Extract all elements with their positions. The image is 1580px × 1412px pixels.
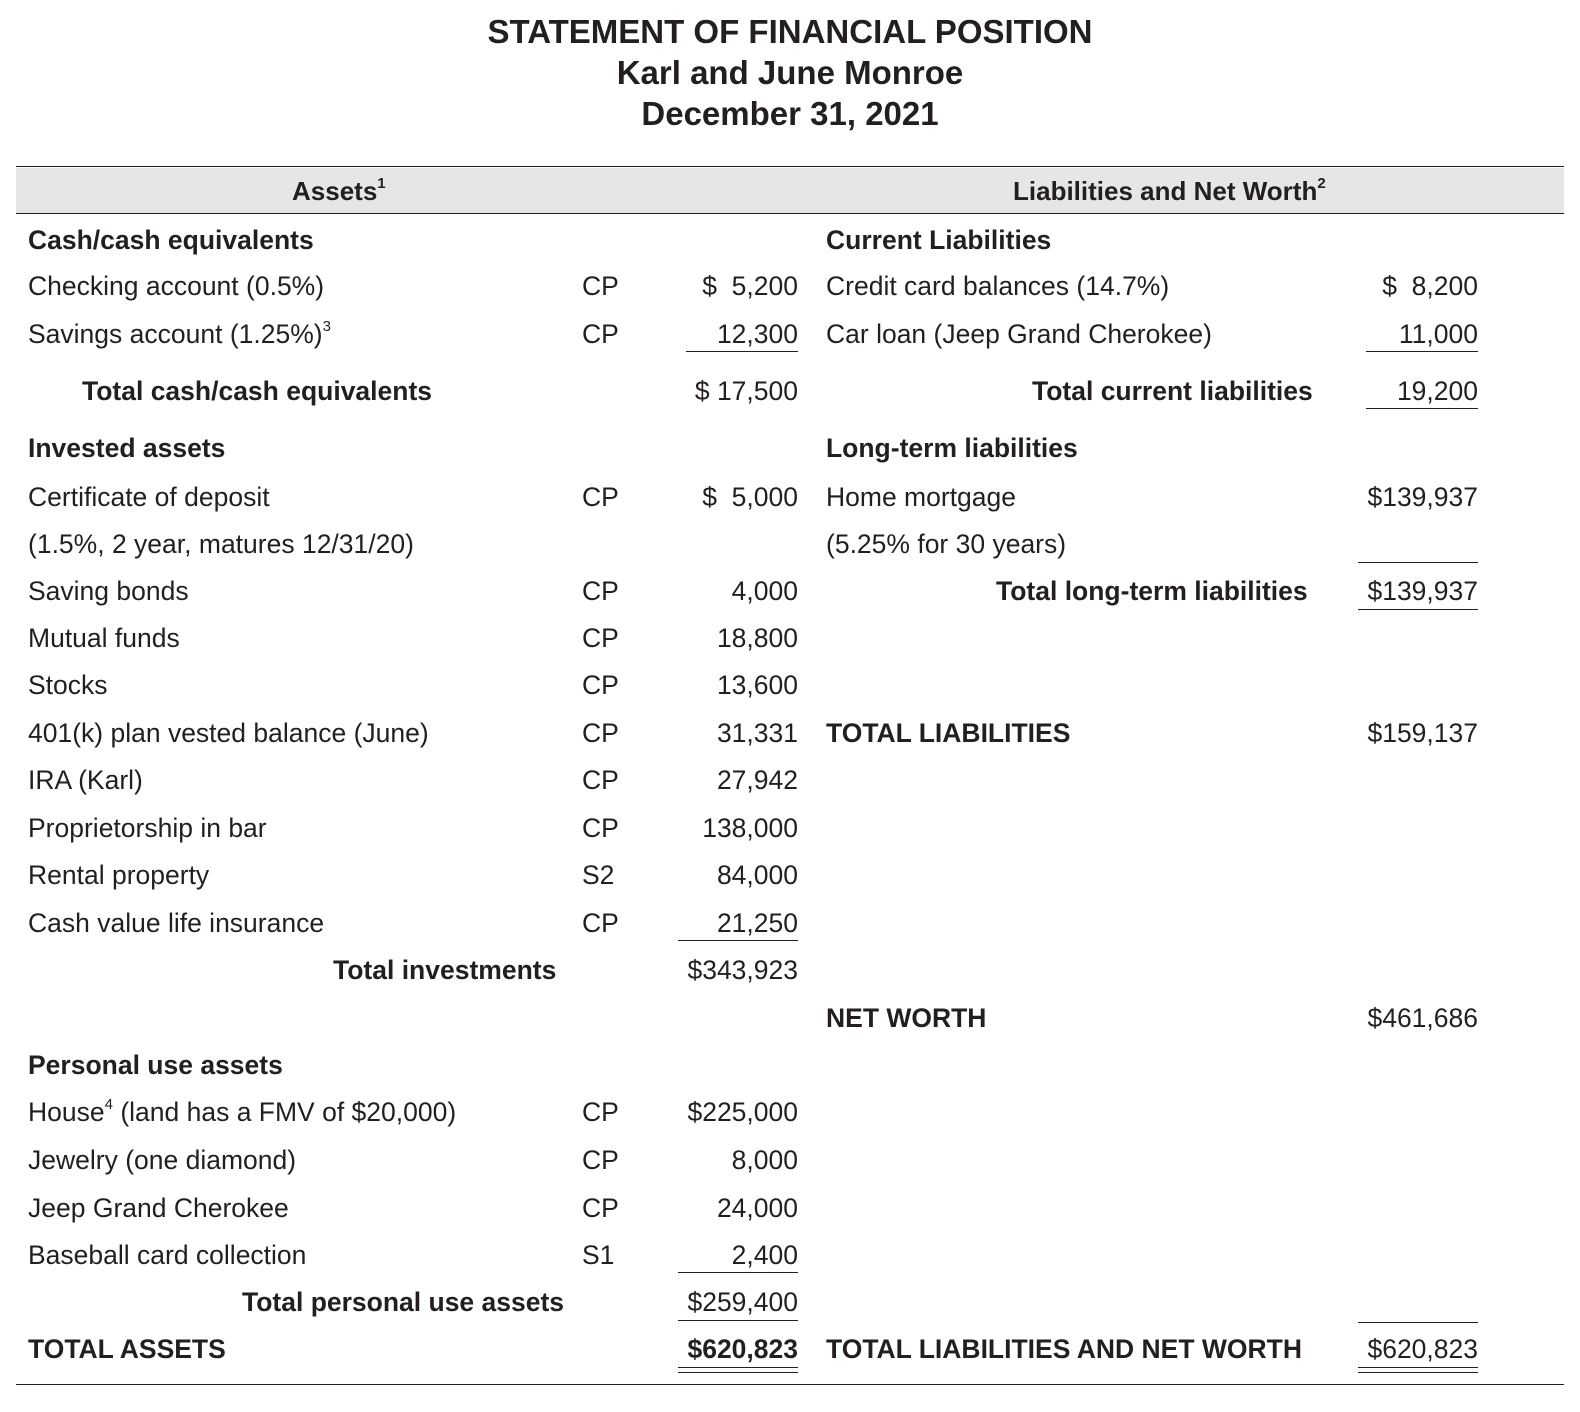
total-cash-label: Total cash/cash equivalents (82, 376, 433, 406)
cd-code: CP (582, 482, 619, 512)
house-value: $225,000 (687, 1097, 798, 1127)
savings-underline (686, 351, 798, 352)
jewelry-label: Jewelry (one diamond) (28, 1145, 297, 1175)
grand-total-value: $620,823 (1367, 1334, 1478, 1364)
total-liabilities-label: TOTAL LIABILITIES (826, 718, 1071, 748)
credit-card-value: $ 8,200 (1382, 271, 1478, 301)
total-assets-label: TOTAL ASSETS (28, 1334, 226, 1364)
rental-label: Rental property (28, 860, 210, 890)
total-investments-value: $343,923 (687, 955, 798, 985)
grand-total-overline (1358, 1322, 1478, 1323)
statement-date: December 31, 2021 (641, 95, 939, 132)
cd-label: Certificate of deposit (28, 482, 270, 512)
top-rule (16, 166, 1564, 167)
liabilities-column-header: Liabilities and Net Worth$^2$ (1013, 175, 1326, 206)
checking-label: Checking account (0.5%) (28, 271, 325, 301)
cards-label: Baseball card collection (28, 1240, 307, 1270)
total-longterm-underline (1358, 609, 1478, 610)
insurance-value: 21,250 (716, 908, 798, 938)
total-longterm-value: $139,937 (1367, 576, 1478, 606)
total-current-value: 19,200 (1396, 376, 1478, 406)
net-worth-value: $461,686 (1367, 1003, 1478, 1033)
net-worth-label: NET WORTH (826, 1003, 987, 1033)
jeep-code: CP (582, 1193, 619, 1223)
total-assets-double-underline (678, 1367, 798, 1373)
cards-underline (678, 1272, 798, 1273)
total-longterm-label: Total long-term liabilities (996, 576, 1308, 606)
total-current-label: Total current liabilities (1032, 376, 1313, 406)
total-personal-value: $259,400 (687, 1287, 798, 1317)
cd-detail: (1.5%, 2 year, matures 12/31/20) (28, 529, 414, 559)
bonds-label: Saving bonds (28, 576, 189, 606)
house-code: CP (582, 1097, 619, 1127)
grand-total-label: TOTAL LIABILITIES AND NET WORTH (826, 1334, 1302, 1364)
mutual-code: CP (582, 623, 619, 653)
car-loan-underline (1366, 351, 1478, 352)
current-liabilities-heading: Current Liabilities (826, 225, 1052, 255)
credit-card-label: Credit card balances (14.7%) (826, 271, 1170, 301)
cd-value: $ 5,000 (702, 482, 798, 512)
savings-code: CP (582, 319, 619, 349)
mortgage-value: $139,937 (1367, 482, 1478, 512)
insurance-label: Cash value life insurance (28, 908, 325, 938)
personal-heading: Personal use assets (28, 1050, 283, 1080)
total-current-underline (1366, 408, 1478, 409)
invested-heading: Invested assets (28, 433, 226, 463)
bottom-rule (16, 1384, 1564, 1385)
jeep-value: 24,000 (716, 1193, 798, 1223)
stocks-value: 13,600 (716, 670, 798, 700)
cards-value: 2,400 (731, 1240, 798, 1270)
total-investments-label: Total investments (333, 955, 557, 985)
house-label: House$^4$ (land has a FMV of $20,000) (28, 1096, 457, 1127)
ira-code: CP (582, 765, 619, 795)
grand-total-double-underline (1358, 1367, 1478, 1373)
car-loan-value: 11,000 (1398, 319, 1478, 349)
bar-label: Proprietorship in bar (28, 813, 267, 843)
header-rule (16, 213, 1564, 214)
rental-code: S2 (582, 860, 615, 890)
statement-owners: Karl and June Monroe (616, 54, 964, 91)
savings-label: Savings account $(1.25\%)^3$ (28, 318, 331, 349)
savings-value: 12,300 (716, 319, 798, 349)
bonds-value: 4,000 (731, 576, 798, 606)
rental-value: 84,000 (716, 860, 798, 890)
insurance-underline (678, 940, 798, 941)
stocks-code: CP (582, 670, 619, 700)
mutual-label: Mutual funds (28, 623, 180, 653)
cards-code: S1 (582, 1240, 615, 1270)
mortgage-detail: (5.25% for 30 years) (826, 529, 1067, 559)
assets-column-header: Assets$^1$ (292, 175, 386, 206)
checking-value: $ 5,200 (702, 271, 798, 301)
total-assets-value: $620,823 (687, 1334, 798, 1364)
mutual-value: 18,800 (716, 623, 798, 653)
bar-code: CP (582, 813, 619, 843)
cash-heading: Cash/cash equivalents (28, 225, 314, 255)
total-personal-underline (678, 1320, 798, 1321)
column-header-band (16, 168, 1564, 213)
stocks-label: Stocks (28, 670, 108, 700)
bar-value: 138,000 (702, 813, 798, 843)
jewelry-code: CP (582, 1145, 619, 1175)
total-liabilities-value: $159,137 (1367, 718, 1478, 748)
total-personal-label: Total personal use assets (242, 1287, 565, 1317)
car-loan-label: Car loan (Jeep Grand Cherokee) (826, 319, 1212, 349)
ira-label: IRA (Karl) (28, 765, 143, 795)
bonds-code: CP (582, 576, 619, 606)
k401-code: CP (582, 718, 619, 748)
jeep-label: Jeep Grand Cherokee (28, 1193, 289, 1223)
mortgage-label: Home mortgage (826, 482, 1017, 512)
k401-value: 31,331 (716, 718, 798, 748)
total-cash-value: $ 17,500 (694, 376, 798, 406)
longterm-heading: Long-term liabilities (826, 433, 1078, 463)
mortgage-underline (1358, 562, 1478, 563)
ira-value: 27,942 (716, 765, 798, 795)
jewelry-value: 8,000 (731, 1145, 798, 1175)
checking-code: CP (582, 271, 619, 301)
k401-label: 401(k) plan vested balance (June) (28, 718, 429, 748)
insurance-code: CP (582, 908, 619, 938)
statement-title: STATEMENT OF FINANCIAL POSITION (487, 13, 1093, 50)
